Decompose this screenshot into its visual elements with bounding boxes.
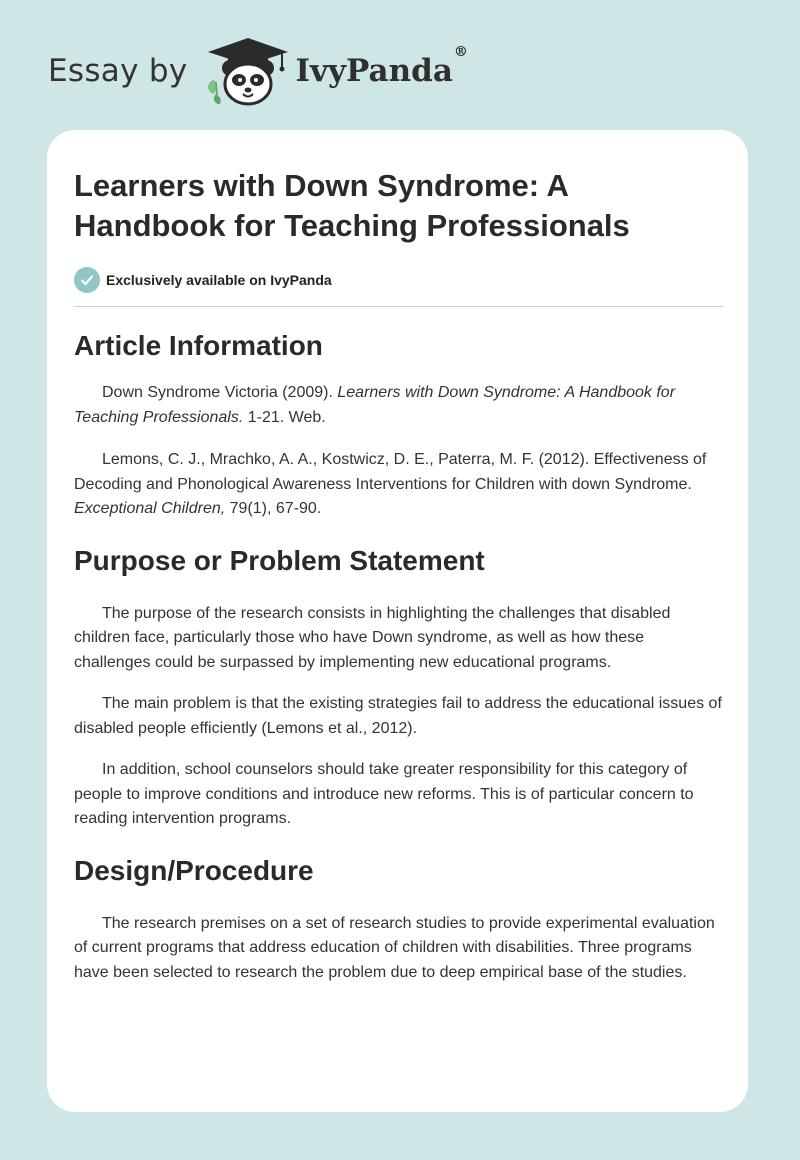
reference-2 bbox=[74, 448, 723, 522]
article-information-heading: Article Information bbox=[74, 330, 323, 361]
article-title: Learners with Down Syndrome: A Handbook for Teaching Professionals bbox=[74, 168, 630, 243]
divider bbox=[74, 306, 723, 307]
purpose-paragraph-1: The purpose of the research consists in highlighting the challenges that disabled children face, particularly those who have Down syndrome, as well as how these challenges could be surpassed by implementing new educational programs. bbox=[74, 604, 671, 671]
registered-mark: ® bbox=[453, 43, 468, 60]
reference-1-title: Learners with Down Syndrome: A Handbook for Teaching Professionals. bbox=[74, 384, 676, 426]
exclusive-badge-label: Exclusively available on IvyPanda bbox=[106, 272, 332, 288]
article-card bbox=[47, 130, 748, 1112]
brand-text: IvyPanda bbox=[295, 53, 453, 89]
exclusive-badge bbox=[74, 266, 723, 294]
design-paragraph-1: The research premises on a set of research studies to provide experimental evaluation of current programs that address education of children with disabilities. Three programs have been selected to research the problem due to deep empirical base of the studies. bbox=[74, 914, 715, 981]
purpose-heading: Purpose or Problem Statement bbox=[74, 544, 485, 576]
essay-by-label: Essay by bbox=[48, 53, 188, 89]
check-icon bbox=[74, 267, 100, 293]
site-header bbox=[48, 36, 468, 106]
article-content bbox=[74, 166, 723, 985]
reference-2-journal: Exceptional Children, bbox=[74, 500, 226, 517]
reference-1-pages: 1-21. Web. bbox=[243, 408, 326, 426]
reference-2-volume: 79(1), 67-90. bbox=[225, 500, 322, 517]
brand-name[interactable] bbox=[295, 43, 468, 89]
panda-logo-icon[interactable] bbox=[202, 36, 294, 106]
reference-2-authors: Lemons, C. J., Mrachko, A. A., Kostwicz, D. E., Paterra, M. F. (2012). Effectiveness of Decoding and Phonological Awareness Interventions for Children with down Syndrome. bbox=[74, 451, 707, 493]
purpose-paragraph-3: In addition, school counselors should take greater responsibility for this category of people to improve conditions and introduce new reforms. This is of particular concern to reading intervention programs. bbox=[74, 761, 694, 827]
design-heading: Design/Procedure bbox=[74, 854, 314, 886]
reference-1-authors: Down Syndrome Victoria (2009). bbox=[102, 384, 338, 401]
purpose-paragraph-2: The main problem is that the existing strategies fail to address the educational issues of disabled people efficiently (Lemons et al., 2012). bbox=[74, 695, 722, 737]
reference-1 bbox=[74, 381, 723, 430]
